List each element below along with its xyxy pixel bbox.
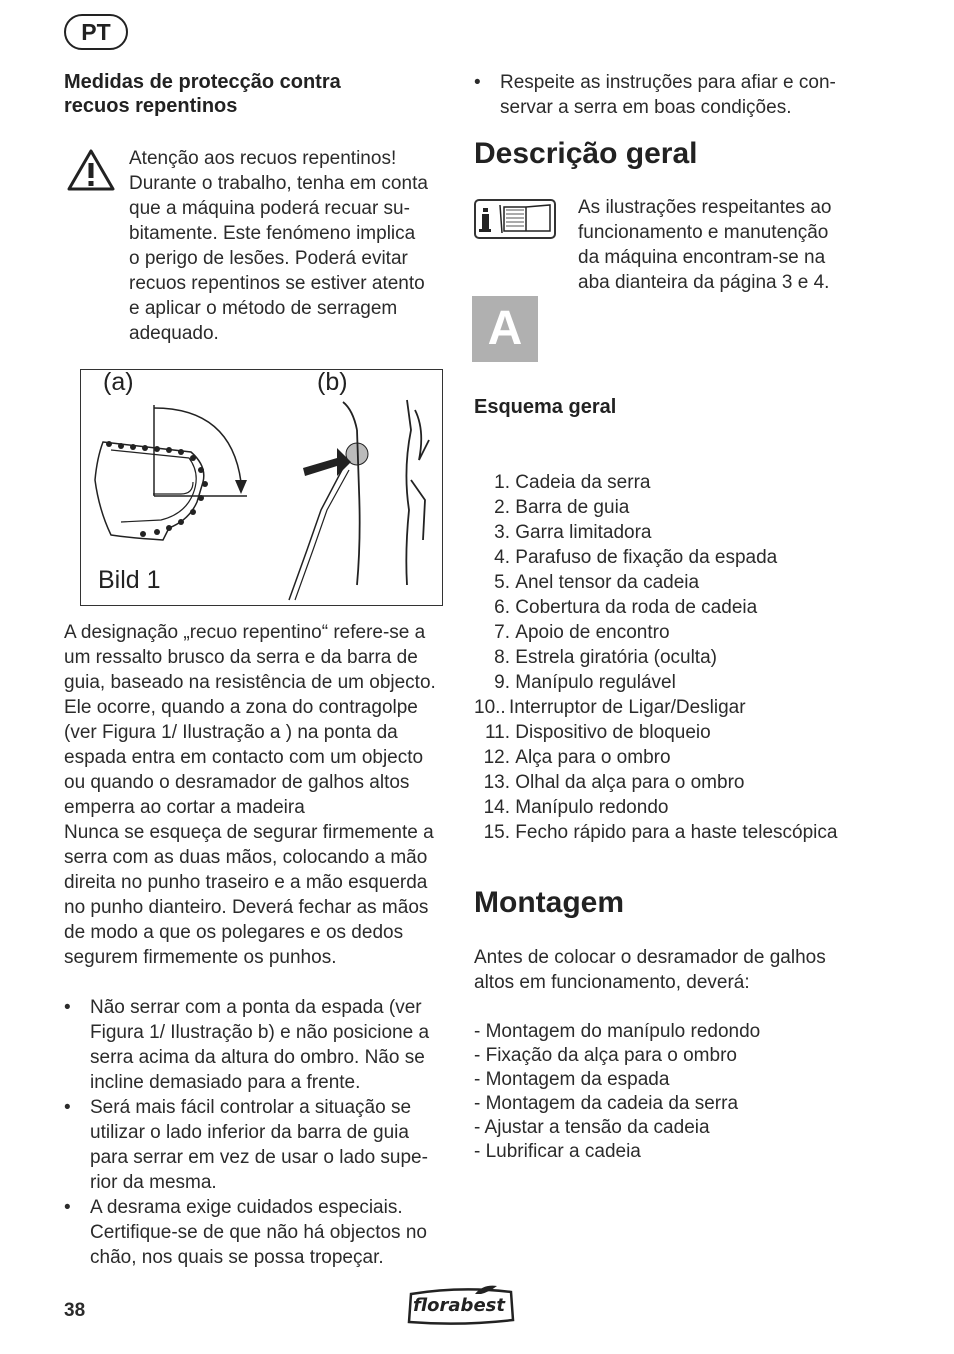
figure-label-b: (b) (317, 368, 348, 396)
subheading-overview: Esquema geral (474, 396, 617, 418)
parts-list (474, 470, 894, 845)
kickback-figure (80, 369, 443, 606)
safety-bullet: • A desrama exige cuidados especiais. Certifique-se de que não há objectos no chão, nos quais se possa tropeçar. (64, 1195, 454, 1270)
kickback-illustration (81, 370, 442, 605)
list-item: 11. Dispositivo de bloqueio (484, 722, 711, 743)
safety-bullet-list (64, 995, 454, 1270)
list-item: 12. Alça para o ombro (483, 747, 671, 768)
list-item: 15. Fecho rápido para a haste telescópica (483, 822, 838, 843)
list-item: - Montagem do manípulo redondo (474, 1021, 761, 1042)
sharpen-bullet: • Respeite as instruções para afiar e con- servar a serra em boas condições. (474, 70, 894, 120)
list-item: 8. Estrela giratória (oculta) (494, 647, 717, 668)
section-title-assembly: Montagem (474, 886, 624, 919)
safety-bullet: • Será mais fácil controlar a situação se utilizar o lado inferior da barra de guia para serrar em vez de usar o lado supe- rior da mesma. (64, 1095, 454, 1195)
assembly-steps (474, 1020, 894, 1164)
warning-text: Atenção aos recuos repentinos! Durante o trabalho, tenha em conta que a máquina poderá recuar su- bitamente. Este fenómeno implica o perigo de lesões. Poderá evitar recuos repentinos se estiver atento e aplicar o método de serragem adequado. (129, 148, 428, 344)
info-book-icon (474, 199, 556, 239)
list-item: 13. Olhal da alça para o ombro (483, 772, 745, 793)
brand-logo (405, 1284, 517, 1326)
section-title-description: Descrição geral (474, 137, 698, 170)
info-text: As ilustrações respeitantes ao funcionamento e manutenção da máquina encontram-se na aba dianteira da página 3 e 4. (578, 197, 832, 293)
list-item: - Ajustar a tensão da cadeia (474, 1117, 710, 1138)
page-number: 38 (64, 1300, 86, 1321)
list-item: - Montagem da cadeia da serra (474, 1093, 739, 1114)
list-item: 5. Anel tensor da cadeia (494, 572, 700, 593)
list-item: 9. Manípulo regulável (494, 672, 676, 693)
list-item: 10.. Interruptor de Ligar/Desligar (474, 697, 746, 718)
list-item: - Montagem da espada (474, 1069, 670, 1090)
kickback-heading: Medidas de protecção contra recuos repentinos (64, 71, 341, 117)
language-badge: PT (64, 14, 128, 50)
list-item: - Lubrificar a cadeia (474, 1141, 641, 1162)
list-item: 6. Cobertura da roda de cadeia (494, 597, 758, 618)
warning-icon (66, 148, 116, 192)
safety-bullet: • Não serrar com a ponta da espada (ver Figura 1/ Ilustração b) e não posicione a serra acima da altura do ombro. Não se incline demasiado para a frente. (64, 995, 454, 1095)
list-item: 3. Garra limitadora (494, 522, 652, 543)
figure-caption: Bild 1 (98, 566, 161, 594)
list-item: 1. Cadeia da serra (494, 472, 651, 493)
top-bullet-list (474, 70, 894, 120)
list-item: - Fixação da alça para o ombro (474, 1045, 737, 1066)
section-letter-box: A (472, 296, 538, 362)
list-item: 7. Apoio de encontro (494, 622, 670, 643)
brand-name: florabest (413, 1295, 505, 1316)
list-item: 14. Manípulo redondo (483, 797, 669, 818)
kickback-body-text: A designação „recuo repentino“ refere-se a um ressalto brusco da serra e da barra de guia, baseado na resistência de um objecto. Ele ocorre, quando a zona do contragolpe (ver Figura 1/ Ilustração a ) na ponta da espada entra em contacto com um objecto ou quando o desramador de galhos altos emperra ao cortar a madeira Nunca se esqueça de segurar firmemente a serra com as duas mãos, colocando a mão direita no punho traseiro e a mão esquerda no punho dianteiro. Deverá fechar as mãos de modo a que os polegares e os dedos segurem firmemente os punhos. (64, 622, 436, 968)
list-item: 2. Barra de guia (494, 497, 630, 518)
list-item: 4. Parafuso de fixação da espada (494, 547, 778, 568)
assembly-intro: Antes de colocar o desramador de galhos altos em funcionamento, deverá: (474, 947, 826, 993)
figure-label-a: (a) (103, 368, 134, 396)
